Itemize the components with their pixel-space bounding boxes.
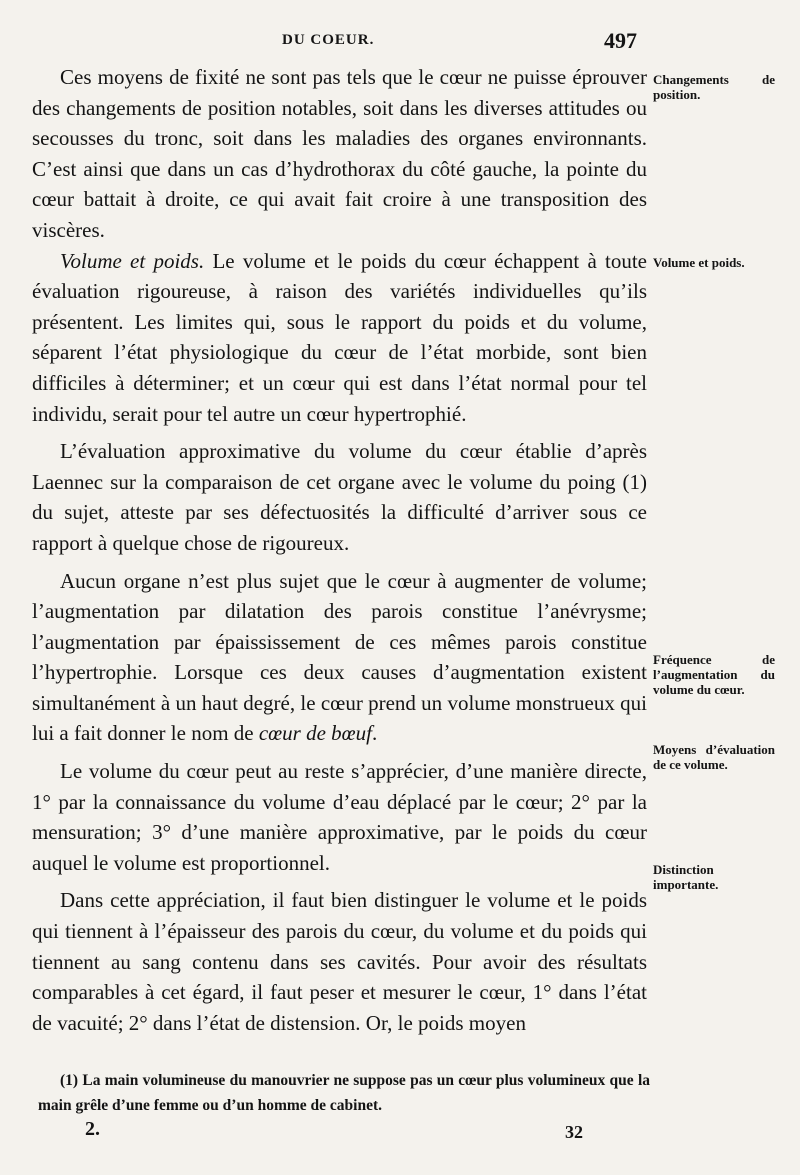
signature-mark: 32: [565, 1122, 583, 1142]
paragraph: Dans cette appréciation, il faut bien distinguer le volume et le poids qui tiennent à l’épaisseur des parois du cœur, du volume et du poids qui tiennent au sang contenu dans ses cavités. Pour avoir des résultats comparables à cet égard, il faut peser et mesurer le cœur, 1° dans l’état de vacuité; 2° dans l’état de distension. Or, le poids moyen: [32, 888, 647, 1035]
sidenote: Fréquence de l’augmentation du volume du cœur.: [653, 652, 775, 697]
paragraph: L’évaluation approximative du volume du cœur établie d’après Laennec sur la comparaison de cet organe avec le volume du poing (1) du sujet, atteste par ses défectuosités la difficulté d’arriver sous ce rapport à quelque chose de rigoureux.: [32, 439, 647, 555]
sidenote: Moyens d’évaluation de ce volume.: [653, 742, 775, 772]
footnote: (1) La main volumineuse du manouvrier ne suppose pas un cœur plus volumineux que la main grêle d’une femme ou d’un homme de cabinet.: [38, 1072, 650, 1114]
running-header-title: DU COEUR.: [282, 32, 375, 48]
sidenote: Volume et poids.: [653, 255, 745, 270]
paragraph: Le volume du cœur peut au reste s’apprécier, d’une manière directe, 1° par la connaissance du volume d’eau déplacé par le cœur; 2° par la mensuration; 3° d’une manière approximative, par le poids du cœur auquel le volume est proportionnel.: [32, 759, 647, 875]
emphasis: cœur de bœuf: [258, 721, 373, 746]
paragraph: Aucun organe n’est plus sujet que le cœur à augmenter de volume; l’augmentation par dilatation des parois constitue l’anévrysme; l’augmentation par épaississement de ces mêmes parois constitue l’hypertrophie. Lorsque ces deux causes d’augmentation existent simultanément à un haut degré, le cœur prend un volume monstrueux qui lui a fait donner le nom de cœur de bœuf.: [32, 568, 647, 746]
paragraph: Volume et poids. Le volume et le poids du cœur échappent à toute évaluation rigoureuse, à raison des variétés individuelles qu’ils présentent. Les limites qui, sous le rapport du poids et du volume, séparent l’état physiologique du cœur de l’état morbide, sont bien difficiles à déterminer; et un cœur qui est dans l’état normal pour tel individu, serait pour tel autre un cœur hypertrophié.: [32, 248, 647, 426]
main-text: [32, 62, 647, 1045]
page-number: 497: [604, 28, 637, 53]
sidenote: Distinction importante.: [653, 862, 719, 892]
section-heading: Volume et poids.: [60, 248, 205, 273]
signature-mark: 2.: [85, 1118, 100, 1140]
sidenote: Changements de position.: [653, 72, 775, 102]
paragraph: Ces moyens de fixité ne sont pas tels que le cœur ne puisse éprouver des changements de position notables, soit dans les diverses attitudes ou secousses du tronc, soit dans les maladies des organes environnants. C’est ainsi que dans un cas d’hydrothorax du côté gauche, la pointe du cœur battait à droite, ce qui avait fait croire à une transposition des viscères.: [32, 65, 647, 242]
